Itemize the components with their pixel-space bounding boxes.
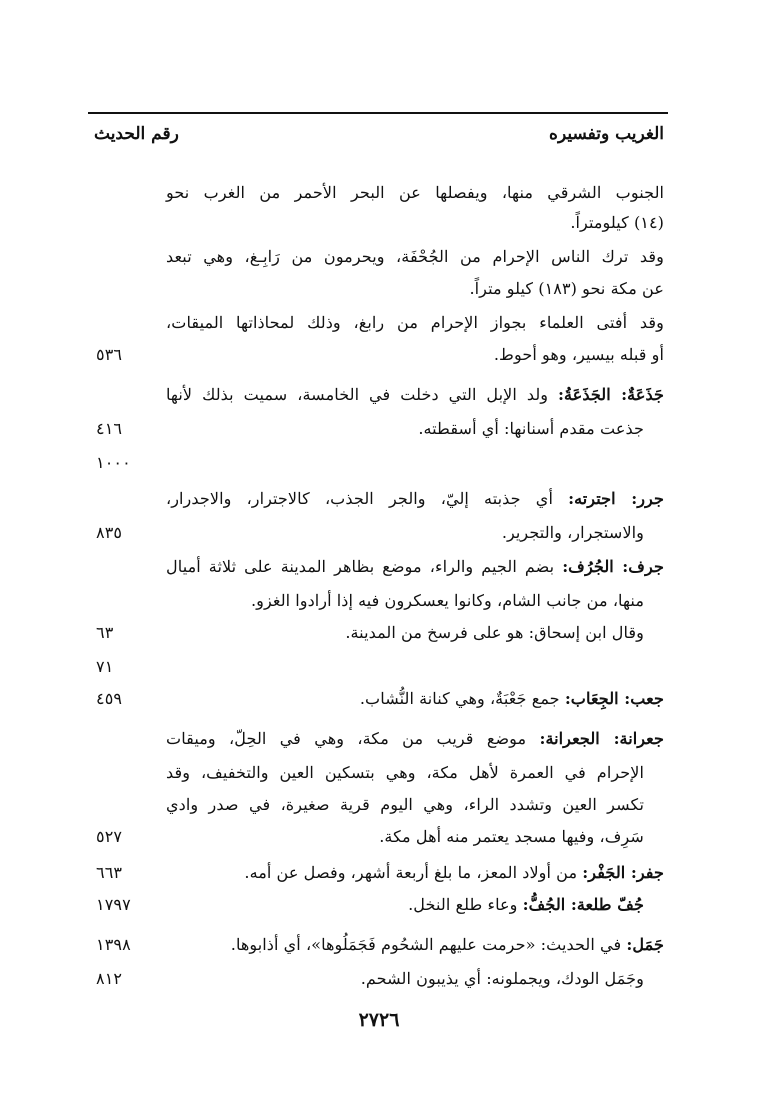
text-line: (١٤) كيلومتراً.: [570, 213, 664, 232]
hadith-number: ١٣٩٨: [96, 935, 131, 954]
hadith-number: ٦٣: [96, 623, 114, 642]
entry-headword: جُفّ طلعة: الجُفُّ:: [522, 895, 644, 914]
text-line: أو قبله بيسير، وهو أحوط.: [493, 345, 664, 364]
hadith-number: ١٧٩٧: [96, 895, 131, 914]
page-number: ٢٧٢٦: [358, 1009, 400, 1031]
text-line: الجنوب الشرقي منها، ويفصلها عن البحر الأحمر من الغرب نحو: [166, 183, 664, 202]
hadith-number: ٥٢٧: [96, 827, 123, 846]
entry-line: جرر: اجترته: أي جذبته إليّ، والجر الجذب، كالاجترار، والاجدرار،: [166, 489, 664, 508]
entry-line: جعرانة: الجعرانة: موضع قريب من مكة، وهي في الحِلّ، وميقات: [166, 729, 664, 748]
text-line: جذعت مقدم أسنانها: أي أسقطته.: [418, 419, 644, 438]
entry-line: جرف: الجُرُف: بضم الجيم والراء، موضع بظاهر المدينة على ثلاثة أميال: [166, 557, 664, 576]
hadith-number: ٧١: [96, 657, 114, 676]
entry-line: جعب: الجِعَاب: جمع جَعْبَةٌ، وهي كنانة النُّشاب.: [359, 689, 664, 708]
header-rule: [88, 112, 668, 114]
entry-headword: جَذَعَةٌ: الجَذَعَةُ:: [558, 385, 664, 404]
hadith-number: ٤١٦: [96, 419, 123, 438]
entry-line: جفر: الجَفْر: من أولاد المعز، ما بلغ أربعة أشهر، وفصل عن أمه.: [244, 863, 664, 882]
entry-headword: جرر: اجترته:: [568, 489, 664, 508]
entry-line: جُفّ طلعة: الجُفُّ: وعاء طلع النخل.: [408, 895, 644, 914]
text-line: سَرِف، وفيها مسجد يعتمر منه أهل مكة.: [379, 827, 644, 846]
entry-headword: جعب: الجِعَاب:: [564, 689, 664, 708]
text-line: الإحرام في العمرة لأهل مكة، وهي بتسكين العين والتخفيف، وقد: [166, 763, 644, 782]
running-header-title: الغريب وتفسيره: [549, 124, 664, 144]
entry-headword: جفر: الجَفْر:: [582, 863, 664, 882]
hadith-number: ٥٣٦: [96, 345, 123, 364]
text-line: وقد ترك الناس الإحرام من الجُحْفَة، ويحرمون من رَابِـغ، وهي تبعد: [166, 247, 664, 266]
entry-headword: جعرانة: الجعرانة:: [539, 729, 664, 748]
entry-line: جَذَعَةٌ: الجَذَعَةُ: ولد الإبل التي دخلت في الخامسة، سميت بذلك لأنها: [166, 385, 664, 404]
text-line: وقال ابن إسحاق: هو على فرسخ من المدينة.: [345, 623, 644, 642]
text-line: وقد أفتى العلماء بجواز الإحرام من رابغ، وذلك لمحاذاتها الميقات،: [166, 313, 664, 332]
hadith-number: ٨٣٥: [96, 523, 123, 542]
text-line: عن مكة نحو (١٨٣) كيلو متراً.: [469, 279, 664, 298]
entry-headword: جرف: الجُرُف:: [562, 557, 664, 576]
hadith-number: ١٠٠٠: [96, 453, 131, 472]
text-line: والاستجرار، والتجرير.: [501, 523, 644, 542]
text-line: وجَمَل الودك، ويجملونه: أي يذيبون الشحم.: [360, 969, 644, 988]
hadith-number: ٤٥٩: [96, 689, 123, 708]
entry-line: جَمَل: في الحديث: «حرمت عليهم الشحُوم فَجَمَلُوها»، أي أذابوها.: [230, 935, 664, 954]
text-line: تكسر العين وتشدد الراء، وهي اليوم قرية صغيرة، في صدر وادي: [166, 795, 644, 814]
entry-headword: جَمَل:: [626, 935, 664, 954]
text-line: منها، من جانب الشام، وكانوا يعسكرون فيه إذا أرادوا الغزو.: [251, 591, 644, 610]
hadith-number: ٦٦٣: [96, 863, 123, 882]
running-header-hadith-number: رقم الحديث: [94, 124, 179, 144]
hadith-number: ٨١٢: [96, 969, 123, 988]
